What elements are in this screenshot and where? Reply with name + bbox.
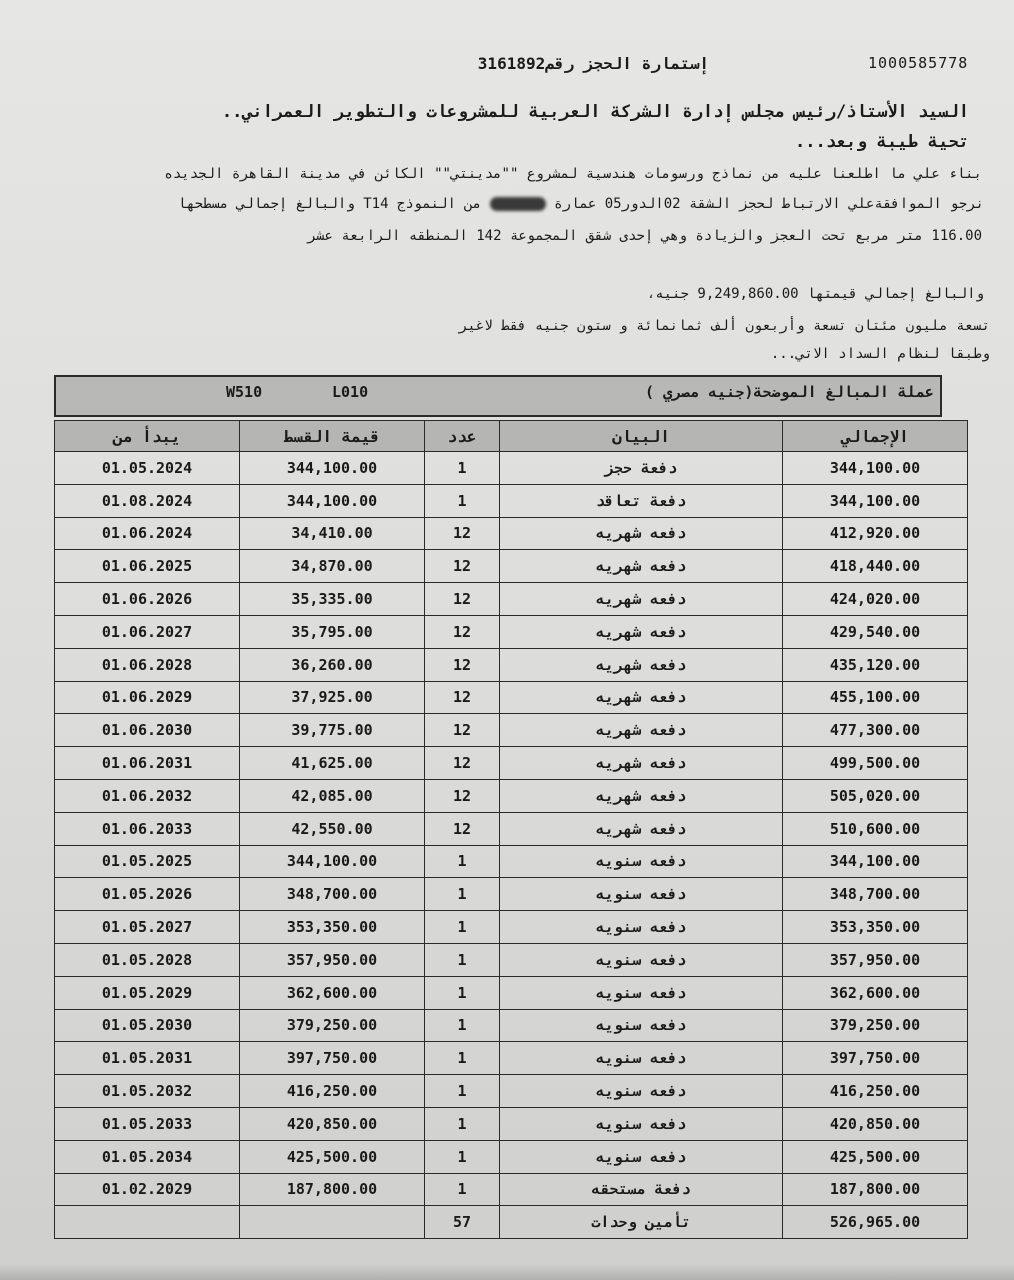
form-number: 1000585778 [868,54,969,72]
cell-count: 1 [425,1173,500,1206]
cell-start: 01.05.2031 [55,1042,240,1075]
cell-start: 01.05.2034 [55,1140,240,1173]
cell-count: 1 [425,1140,500,1173]
cell-amount: 353,350.00 [240,911,425,944]
payment-schedule-table [54,420,968,1239]
cell-amount: 42,550.00 [240,812,425,845]
table-row [55,1206,968,1239]
cell-desc: دفعه شهريه [500,615,783,648]
cell-total: 477,300.00 [783,714,968,747]
cell-amount: 397,750.00 [240,1042,425,1075]
cell-desc: دفعه شهريه [500,747,783,780]
cell-desc: دفعه شهريه [500,583,783,616]
cell-amount: 41,625.00 [240,747,425,780]
table-header-row [55,421,968,452]
cell-start: 01.06.2030 [55,714,240,747]
table-row [55,812,968,845]
cell-start: 01.06.2028 [55,648,240,681]
cell-total: 429,540.00 [783,615,968,648]
cell-start: 01.06.2025 [55,550,240,583]
table-row [55,845,968,878]
cell-desc: دفعه شهريه [500,779,783,812]
cell-start [55,1206,240,1239]
table-row [55,1009,968,1042]
paragraph-line-6: وطبقا لنظام السداد الاتي... [770,346,990,362]
cell-count: 12 [425,779,500,812]
cell-amount: 344,100.00 [240,845,425,878]
cell-amount: 416,250.00 [240,1075,425,1108]
paragraph-line-4: والبالغ إجمالي قيمتها 9,249,860.00 جنيه، [646,286,984,302]
table-row [55,976,968,1009]
table-row [55,550,968,583]
cell-start: 01.06.2026 [55,583,240,616]
cell-count: 12 [425,648,500,681]
cell-count: 57 [425,1206,500,1239]
cell-total: 526,965.00 [783,1206,968,1239]
cell-start: 01.05.2028 [55,943,240,976]
table-row [55,484,968,517]
table-row [55,1173,968,1206]
paragraph-line-5: تسعة مليون مئتان تسعة وأربعون ألف ثمانمائة و ستون جنيه فقط لاغير [458,318,990,334]
cell-total: 348,700.00 [783,878,968,911]
cell-count: 1 [425,1009,500,1042]
cell-start: 01.06.2029 [55,681,240,714]
cell-desc: دفعه سنويه [500,845,783,878]
table-row [55,878,968,911]
paragraph-line-2-start: نرجو الموافقةعلي الارتباط لحجز الشقة 02الدور05 عمارة [554,196,984,212]
cell-amount: 35,795.00 [240,615,425,648]
cell-count: 1 [425,878,500,911]
cell-amount: 379,250.00 [240,1009,425,1042]
cell-count: 12 [425,681,500,714]
cell-amount: 34,870.00 [240,550,425,583]
cell-total: 344,100.00 [783,452,968,485]
table-row [55,779,968,812]
cell-count: 1 [425,484,500,517]
cell-start: 01.05.2027 [55,911,240,944]
cell-start: 01.05.2032 [55,1075,240,1108]
cell-amount: 420,850.00 [240,1107,425,1140]
table-row [55,747,968,780]
cell-desc: دفعه سنويه [500,1009,783,1042]
cell-total: 412,920.00 [783,517,968,550]
cell-count: 1 [425,1075,500,1108]
table-row [55,943,968,976]
cell-start: 01.08.2024 [55,484,240,517]
cell-total: 424,020.00 [783,583,968,616]
cell-count: 12 [425,550,500,583]
cell-amount: 344,100.00 [240,484,425,517]
cell-start: 01.06.2033 [55,812,240,845]
cell-start: 01.06.2024 [55,517,240,550]
cell-desc: دفعه سنويه [500,943,783,976]
cell-desc: دفعه شهريه [500,648,783,681]
cell-amount: 357,950.00 [240,943,425,976]
header-start: يبدأ من [55,421,240,452]
cell-count: 1 [425,452,500,485]
cell-total: 418,440.00 [783,550,968,583]
cell-count: 1 [425,943,500,976]
currency-label: عملة المبالغ الموضحة(جنيه مصري ) [645,383,934,401]
table-body [55,452,968,1239]
cell-amount: 425,500.00 [240,1140,425,1173]
cell-count: 1 [425,845,500,878]
cell-desc: دفعة مستحقه [500,1173,783,1206]
cell-start: 01.02.2029 [55,1173,240,1206]
page-title: إستمارة الحجز رقم3161892 [477,54,709,73]
cell-total: 416,250.00 [783,1075,968,1108]
table-row [55,714,968,747]
paragraph-line-2-end: من النموذج T14 والبالغ إجمالي مسطحها [177,196,482,212]
cell-amount: 344,100.00 [240,452,425,485]
cell-desc: تأمين وحدات [500,1206,783,1239]
cell-desc: دفعة تعاقد [500,484,783,517]
cell-count: 1 [425,911,500,944]
table-row [55,1042,968,1075]
cell-start: 01.05.2025 [55,845,240,878]
header-total: الإجمالي [783,421,968,452]
cell-total: 455,100.00 [783,681,968,714]
cell-desc: دفعه شهريه [500,517,783,550]
table-row [55,648,968,681]
paragraph-line-1: بناء علي ما اطلعنا عليه من نماذج ورسومات هندسية لمشروع ""مدينتي"" الكائن في مدينة القاهرة الجديده [164,166,982,182]
cell-count: 1 [425,1107,500,1140]
cell-count: 12 [425,714,500,747]
cell-start: 01.06.2027 [55,615,240,648]
cell-amount: 187,800.00 [240,1173,425,1206]
cell-start: 01.05.2030 [55,1009,240,1042]
header-count: عدد [425,421,500,452]
page-shadow [0,1264,1014,1280]
cell-count: 12 [425,583,500,616]
cell-desc: دفعه سنويه [500,1140,783,1173]
cell-desc: دفعه شهريه [500,714,783,747]
cell-total: 435,120.00 [783,648,968,681]
table-row [55,1140,968,1173]
cell-desc: دفعه سنويه [500,878,783,911]
table-row [55,911,968,944]
code-l: L010 [332,383,369,401]
table-row [55,681,968,714]
cell-desc: دفعة حجز [500,452,783,485]
redaction-mark [490,197,546,211]
table-row [55,517,968,550]
addressee: السيد الأستاذ/رئيس مجلس إدارة الشركة العربية للمشروعات والتطوير العمراني.. [221,102,969,122]
cell-total: 357,950.00 [783,943,968,976]
cell-amount: 39,775.00 [240,714,425,747]
cell-start: 01.05.2024 [55,452,240,485]
cell-count: 1 [425,1042,500,1075]
cell-amount [240,1206,425,1239]
cell-amount: 35,335.00 [240,583,425,616]
table-row [55,615,968,648]
paragraph-line-2 [178,196,984,212]
cell-total: 187,800.00 [783,1173,968,1206]
cell-desc: دفعه سنويه [500,911,783,944]
cell-amount: 362,600.00 [240,976,425,1009]
code-w: W510 [226,383,263,401]
cell-total: 425,500.00 [783,1140,968,1173]
table-row [55,1107,968,1140]
cell-total: 362,600.00 [783,976,968,1009]
cell-desc: دفعه سنويه [500,1107,783,1140]
greeting: تحية طيبة وبعد... [795,132,969,152]
cell-desc: دفعه شهريه [500,681,783,714]
cell-start: 01.05.2033 [55,1107,240,1140]
cell-amount: 42,085.00 [240,779,425,812]
cell-total: 397,750.00 [783,1042,968,1075]
cell-count: 12 [425,812,500,845]
cell-amount: 34,410.00 [240,517,425,550]
cell-amount: 37,925.00 [240,681,425,714]
cell-count: 12 [425,517,500,550]
cell-desc: دفعه سنويه [500,976,783,1009]
cell-desc: دفعه شهريه [500,812,783,845]
cell-total: 420,850.00 [783,1107,968,1140]
paragraph-line-3: 116.00 متر مربع تحت العجز والزيادة وهي إحدى شقق المجموعة 142 المنطقه الرابعة عشر [307,228,982,244]
cell-total: 353,350.00 [783,911,968,944]
table-row [55,583,968,616]
cell-count: 12 [425,615,500,648]
cell-start: 01.06.2032 [55,779,240,812]
cell-count: 12 [425,747,500,780]
header-amount: قيمة القسط [240,421,425,452]
cell-total: 499,500.00 [783,747,968,780]
cell-amount: 348,700.00 [240,878,425,911]
cell-count: 1 [425,976,500,1009]
cell-desc: دفعه شهريه [500,550,783,583]
table-row [55,452,968,485]
cell-start: 01.06.2031 [55,747,240,780]
cell-total: 379,250.00 [783,1009,968,1042]
currency-bar [54,375,942,417]
cell-total: 344,100.00 [783,845,968,878]
cell-desc: دفعه سنويه [500,1042,783,1075]
header-desc: البيان [500,421,783,452]
cell-start: 01.05.2029 [55,976,240,1009]
cell-total: 505,020.00 [783,779,968,812]
cell-amount: 36,260.00 [240,648,425,681]
table-row [55,1075,968,1108]
cell-total: 344,100.00 [783,484,968,517]
cell-total: 510,600.00 [783,812,968,845]
cell-desc: دفعه سنويه [500,1075,783,1108]
cell-start: 01.05.2026 [55,878,240,911]
